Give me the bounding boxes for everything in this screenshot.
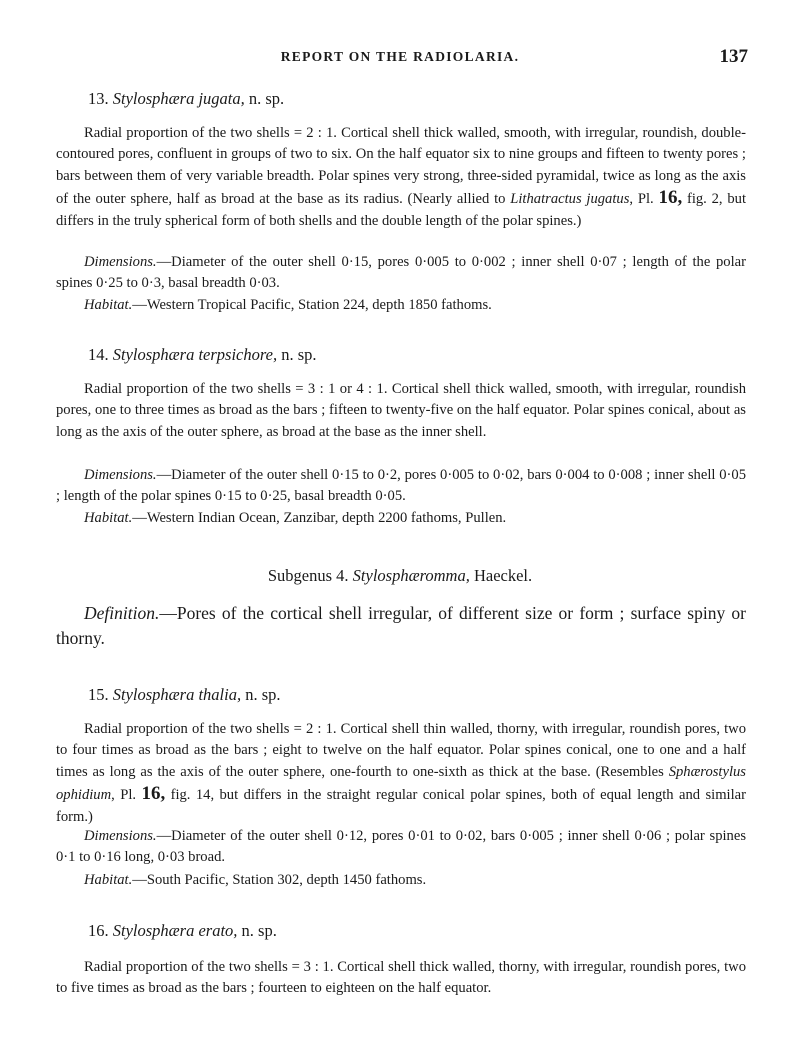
entry-number: 14. xyxy=(88,345,109,364)
plate-number: 16, xyxy=(658,187,683,209)
entry-13-habitat: Habitat.—Western Tropical Pacific, Station 224, depth 1850 fathoms. xyxy=(84,297,492,313)
habitat-label: Habitat. xyxy=(84,872,133,888)
entry-14-title xyxy=(88,345,317,365)
species-reference: Lithatractus jugatus xyxy=(510,191,630,208)
entry-number: 15. xyxy=(88,685,109,704)
species-name: Stylosphæra jugata, xyxy=(112,89,245,108)
definition-label: Definition. xyxy=(84,603,160,623)
entry-15-title xyxy=(88,685,281,705)
entry-14-habitat: Habitat.—Western Indian Ocean, Zanzibar, depth 2200 fathoms, Pullen. xyxy=(84,510,507,526)
entry-15-habitat: Habitat.—South Pacific, Station 302, depth 1450 fathoms. xyxy=(84,872,427,888)
subgenus-heading: Subgenus 4. Stylosphæromma, Haeckel. xyxy=(267,566,533,585)
page-header xyxy=(0,46,800,70)
entry-13-dimensions: Dimensions.—Diameter of the outer shell 0·15, pores 0·005 to 0·002 ; inner shell 0·07 ; length of the polar spines 0·25 to 0·3, basal breadth 0·03. xyxy=(56,254,746,292)
subgenus-name: Stylosphæromma, xyxy=(352,566,470,585)
entry-14-description: Radial proportion of the two shells = 3 : 1 or 4 : 1. Cortical shell thick walled, smooth, with irregular, roundish pores, one to three times as broad as the bars ; fifteen to twenty-five on the half equator. Polar spines conical, about as long as the axis of the outer sphere, as broad at the base as the inner shell. xyxy=(56,381,746,440)
entry-13-description: Radial proportion of the two shells = 2 : 1. Cortical shell thick walled, smooth, with irregular, roundish, double-contoured pores, confluent in groups of two to six. On the half equator six to nine groups and fifteen to twenty pores ; bars between them of very variable breadth. Polar spines very strong, three-sided pyramidal, twice as long as the axis of the outer sphere, half as broad at the base as its radius. (Nearly allied to Lithatractus jugatus, Pl. 16, fig. 2, but differs in the truly spherical form of both shells and the double length of the polar spines.) xyxy=(56,125,747,229)
subgenus-author: Haeckel. xyxy=(473,566,533,585)
entry-15-description: Radial proportion of the two shells = 2 : 1. Cortical shell thin walled, thorny, with irregular, roundish pores, two to four times as broad as the bars ; eight to twelve on the half equator. Polar spines conical, one to one and a half times as long as the axis of the outer sphere, one-fourth to one-sixth as thick at the base. (Resembles Sphærostylus ophidium, Pl. 16, fig. 14, but differs in the straight regular conical polar spines, both of equal length and similar form.) xyxy=(56,721,747,825)
entry-13-title xyxy=(88,89,284,109)
species-name: Stylosphæra terpsichore, xyxy=(112,345,278,364)
habitat-label: Habitat. xyxy=(84,297,133,313)
species-suffix: n. sp. xyxy=(245,685,281,704)
species-name: Stylosphæra erato, xyxy=(112,921,238,940)
entry-number: 13. xyxy=(88,89,109,108)
entry-16-title xyxy=(88,921,277,941)
entry-14-dimensions: Dimensions.—Diameter of the outer shell 0·15 to 0·2, pores 0·005 to 0·02, bars 0·004 to 0·008 ; inner shell 0·05 ; length of the polar spines 0·15 to 0·25, basal breadth 0·05. xyxy=(56,467,746,505)
habitat-label: Habitat. xyxy=(84,510,133,526)
subgenus-definition: Definition.—Pores of the cortical shell irregular, of different size or form ; surface spiny or thorny. xyxy=(56,603,746,648)
dimensions-label: Dimensions. xyxy=(84,254,157,270)
species-reference: Sphærostylus ophidium xyxy=(56,763,746,804)
species-name: Stylosphæra thalia, xyxy=(112,685,242,704)
entry-15-dimensions: Dimensions.—Diameter of the outer shell 0·12, pores 0·01 to 0·02, bars 0·005 ; inner shell 0·06 ; polar spines 0·1 to 0·16 long, 0·03 broad. xyxy=(56,828,746,866)
dimensions-label: Dimensions. xyxy=(84,828,157,844)
species-suffix: n. sp. xyxy=(241,921,277,940)
plate-number: 16, xyxy=(141,783,166,805)
entry-number: 16. xyxy=(88,921,109,940)
species-suffix: n. sp. xyxy=(281,345,317,364)
species-suffix: n. sp. xyxy=(248,89,285,108)
running-title: REPORT ON THE RADIOLARIA. xyxy=(280,49,520,64)
entry-16-description: Radial proportion of the two shells = 3 : 1. Cortical shell thick walled, thorny, with irregular, roundish pores, two to five times as broad as the bars ; fourteen to eighteen on the half equator. xyxy=(56,959,746,997)
dimensions-label: Dimensions. xyxy=(84,467,157,483)
page-number: 137 xyxy=(719,46,748,67)
